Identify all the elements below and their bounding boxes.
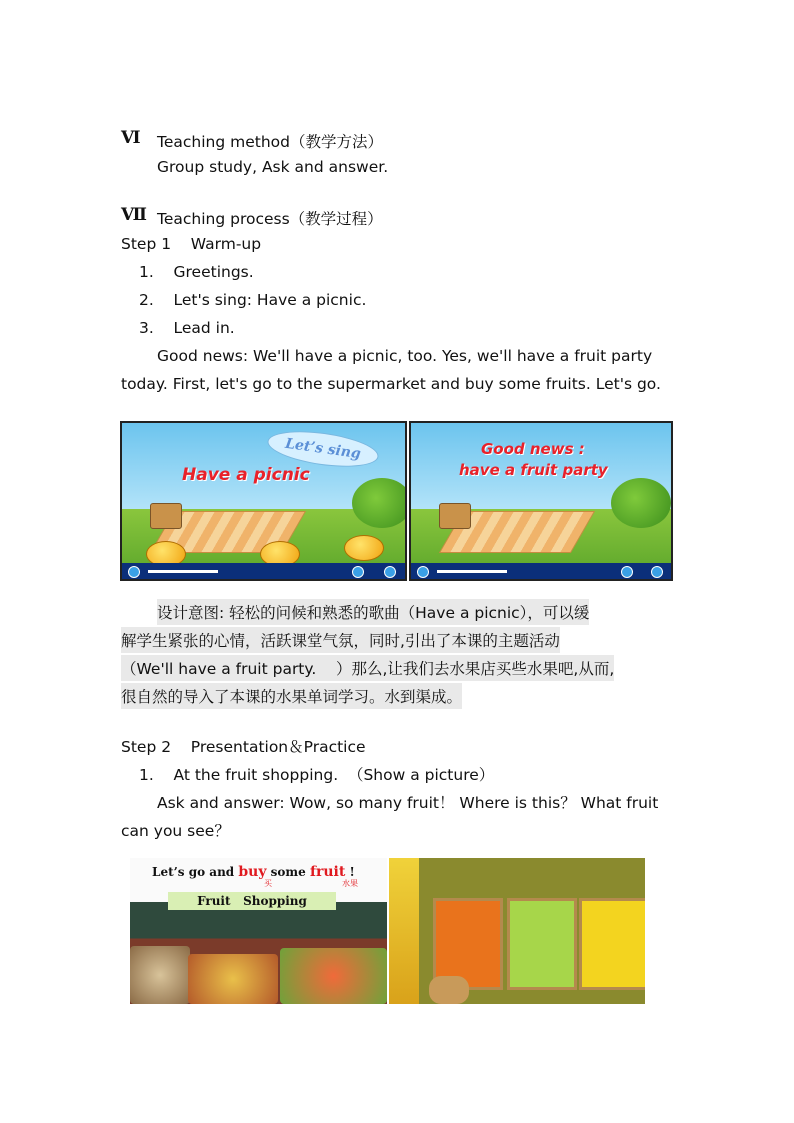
produce-display [280,948,387,1004]
step1-title: Step 1 Warm-up [121,235,262,253]
design-intent-line1: 设计意图: 轻松的问候和熟悉的歌曲（Have a picnic），可以缓 [157,599,589,625]
smiley-face-icon [344,535,384,561]
section6-numeral: Ⅵ [121,128,141,148]
play-button[interactable] [128,566,140,578]
design-intent-line4: 很自然的导入了本课的水果单词学习。水到渠成。 [121,683,462,709]
step2-paragraph-line1: Ask and answer: Wow, so many fruit！ Where is this？ What fruit [157,794,659,812]
pears-crate [579,898,645,990]
banner-part3: ! [345,865,355,879]
banner-buy: buy [238,864,267,880]
tree-icon [611,478,671,528]
slide1-title: Have a picnic [182,465,310,485]
sack-icon [429,976,469,1004]
apples-crate [507,898,577,990]
step2-item-1: 1. At the fruit shopping. （Show a picture） [139,766,495,784]
slide-fruit-party [409,421,673,581]
menu-button[interactable] [651,566,663,578]
step2-paragraph-line2: can you see？ [121,822,230,840]
tree-icon [352,478,407,528]
step1-paragraph-line2: today. First, let's go to the supermarket and buy some fruits. Let's go. [121,375,661,393]
picnic-basket-icon [150,503,182,529]
slide2-title-line1: Good news : [481,440,585,458]
section7-heading: Teaching process（教学过程） [157,210,383,228]
lets-sing-bubble: Let’s sing [265,425,380,472]
produce-display [130,946,190,1004]
slide-have-a-picnic [120,421,407,581]
fruit-shopping-sign: Fruit Shopping [168,892,336,910]
play-button[interactable] [417,566,429,578]
banner-part1: Let’s go and [152,865,239,879]
menu-button[interactable] [384,566,396,578]
slide2-title-line2: have a fruit party [459,461,608,479]
banner-fruit: fruit [309,864,346,880]
bananas-icon [389,858,419,1004]
fruit-chinese: 水果 [342,879,358,888]
design-intent-line3: （We'll have a fruit party. ）那么,让我们去水果店买些水果吧,从而, [121,655,614,681]
step2-title: Step 2 Presentation＆Practice [121,738,366,756]
fruit-crates-picture [389,858,645,1004]
step1-paragraph-line1: Good news: We'll have a picnic, too. Yes, we'll have a fruit party [157,347,653,365]
shop-banner [152,864,355,880]
volume-button[interactable] [621,566,633,578]
section7-numeral: Ⅶ [121,205,147,225]
section6-content: Group study, Ask and answer. [157,158,389,176]
design-intent-line2: 解学生紧张的心情，活跃课堂气氛，同时,引出了本课的主题活动 [121,627,560,653]
volume-button[interactable] [352,566,364,578]
player-controls [122,563,405,579]
progress-bar[interactable] [148,570,218,573]
player-controls [411,563,671,579]
progress-bar[interactable] [437,570,507,573]
buy-chinese: 买 [264,879,272,888]
step1-item-1: 1. Greetings. [139,263,254,281]
step1-item-3: 3. Lead in. [139,319,235,337]
section6-heading: Teaching method（教学方法） [157,133,383,151]
fruit-store-picture [130,858,387,1004]
picnic-basket-icon [439,503,471,529]
banner-part2: some [266,865,310,879]
produce-display [188,954,278,1004]
step1-item-2: 2. Let's sing: Have a picnic. [139,291,367,309]
